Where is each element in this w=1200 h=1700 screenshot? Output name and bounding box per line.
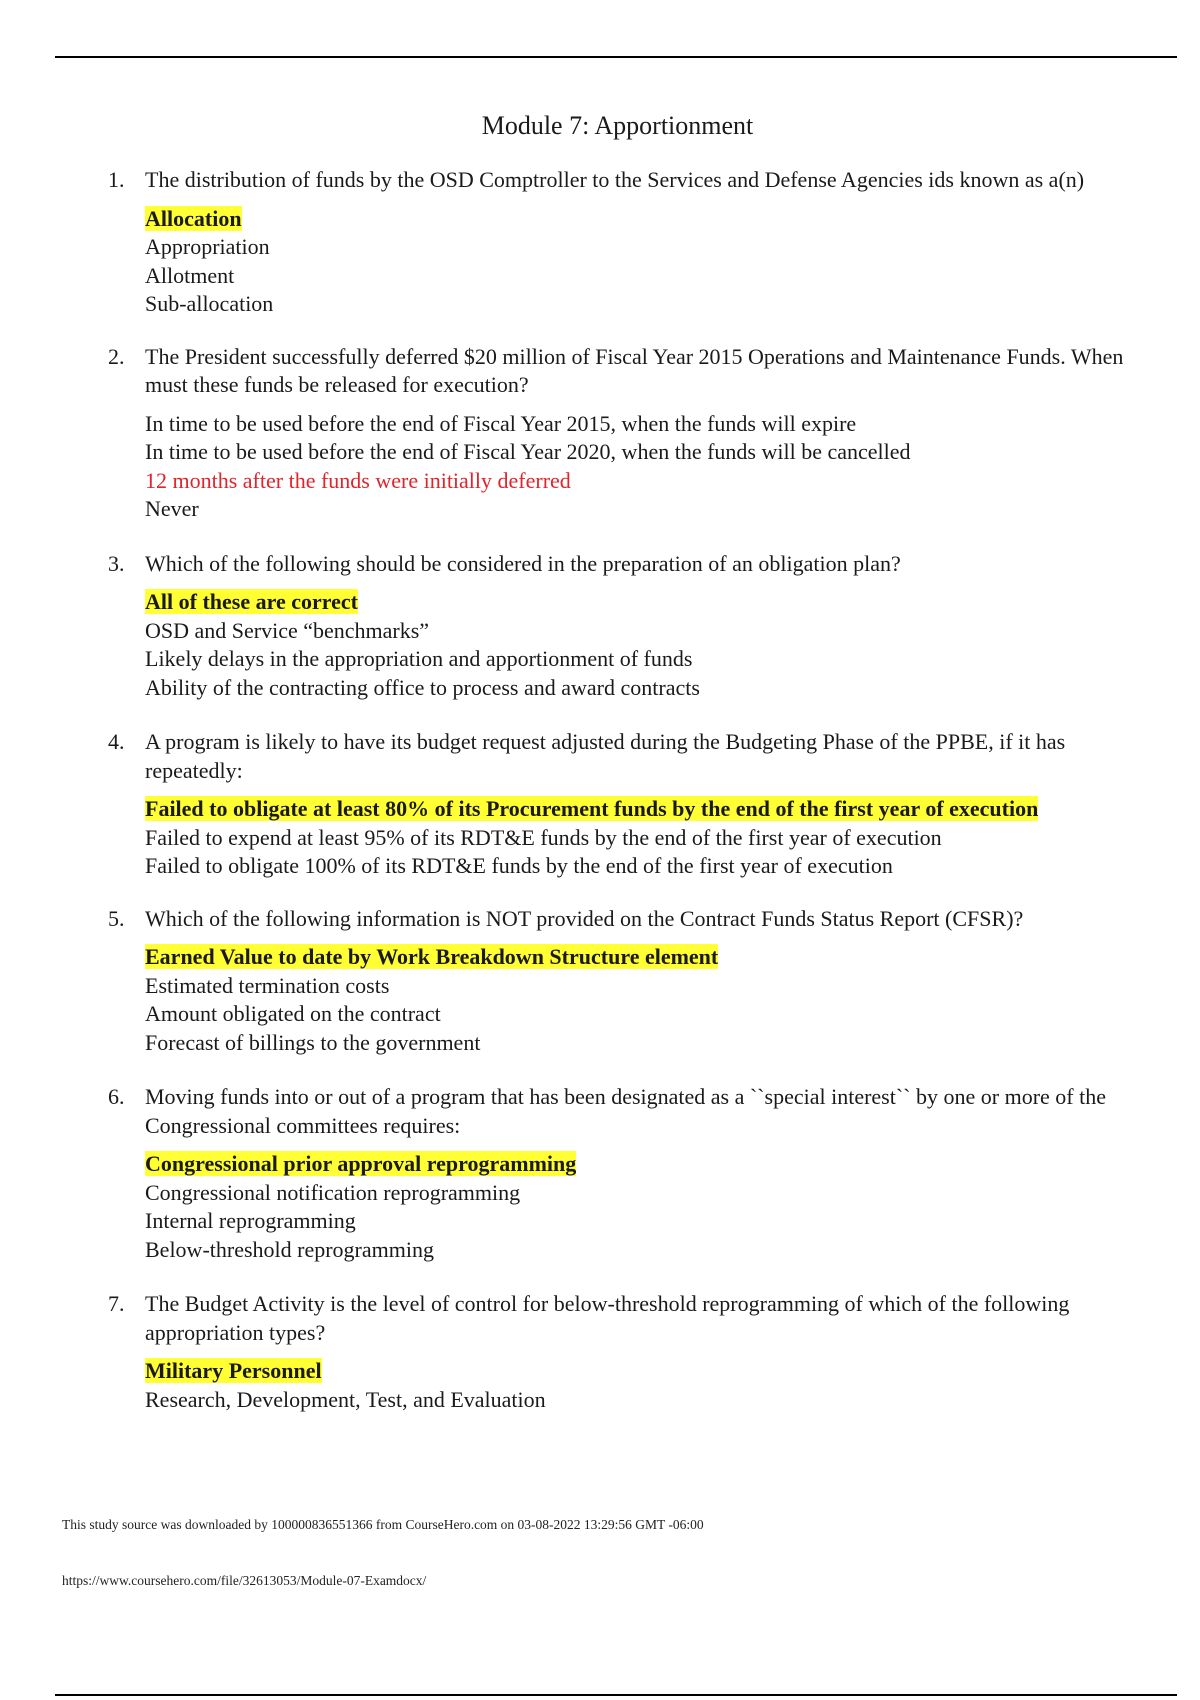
answer-options: [145, 410, 1125, 524]
question-number: 2.: [108, 343, 125, 369]
answer-options: [145, 205, 1125, 319]
answer-option: Failed to obligate 100% of its RDT&E funds by the end of the first year of execution: [145, 853, 893, 878]
answer-option: Amount obligated on the contract: [145, 1001, 441, 1026]
answer-option: Congressional notification reprogramming: [145, 1179, 521, 1205]
bottom-rule: [55, 1694, 1177, 1696]
question-6: [0, 1083, 1200, 1264]
answer-option: Research, Development, Test, and Evaluation: [145, 1386, 546, 1412]
answer-option-correct: All of these are correct: [145, 589, 358, 614]
question-text: The President successfully deferred $20 million of Fiscal Year 2015 Operations and Maintenance Funds. When must these funds be released for execution?: [145, 343, 1124, 397]
question-text: The distribution of funds by the OSD Comptroller to the Services and Defense Agencies ids known as a(n): [145, 167, 1085, 192]
question-number: 5.: [108, 905, 125, 931]
answer-option-correct: Congressional prior approval reprogramming: [145, 1151, 577, 1176]
answer-option: Sub-allocation: [145, 291, 274, 316]
answer-options: [145, 943, 1125, 1057]
answer-option: Internal reprogramming: [145, 1208, 356, 1233]
question-number: 6.: [108, 1084, 125, 1109]
top-rule: [55, 56, 1177, 58]
answer-options: [145, 795, 1125, 881]
answer-option-correct: Allocation: [145, 205, 242, 231]
question-7: [0, 1290, 1200, 1414]
answer-option: In time to be used before the end of Fiscal Year 2020, when the funds will be cancelled: [145, 439, 911, 464]
question-3: [0, 550, 1200, 703]
answer-option: Forecast of billings to the government: [145, 1029, 481, 1055]
answer-option: Likely delays in the appropriation and apportionment of funds: [145, 646, 693, 671]
download-note: This study source was downloaded by 100000836551366 from CourseHero.com on 03-08-2022 13:29:56 GMT -06:00: [62, 1517, 704, 1532]
page-title: Module 7: Apportionment: [481, 111, 754, 140]
question-number: 7.: [108, 1291, 125, 1316]
question-text: Which of the following should be considered in the preparation of an obligation plan?: [145, 550, 901, 576]
answer-option: Ability of the contracting office to process and award contracts: [145, 674, 700, 700]
answer-option-correct: Failed to obligate at least 80% of its Procurement funds by the end of the first year of execution: [145, 796, 1039, 821]
source-url-link[interactable]: https://www.coursehero.com/file/32613053/Module-07-Examdocx/: [62, 1573, 427, 1588]
question-text: A program is likely to have its budget request adjusted during the Budgeting Phase of the PPBE, if it has repeatedly:: [145, 729, 1066, 783]
question-text: The Budget Activity is the level of control for below-threshold reprogramming of which of the following appropriation types?: [145, 1291, 1070, 1345]
answer-option-correct: Earned Value to date by Work Breakdown Structure element: [145, 944, 719, 969]
question-text: Which of the following information is NOT provided on the Contract Funds Status Report (CFSR)?: [145, 905, 1024, 931]
question-text: Moving funds into or out of a program that has been designated as a ``special interest`` by one or more of the Congressional committees requires:: [145, 1084, 1106, 1138]
answer-option: Below-threshold reprogramming: [145, 1236, 434, 1262]
question-1: [0, 166, 1200, 319]
question-number: 4.: [108, 729, 125, 754]
question-list: [0, 166, 1200, 1414]
answer-option: Allotment: [145, 262, 235, 288]
answer-options: [145, 588, 1125, 702]
question-5: [0, 905, 1200, 1058]
question-2: [0, 343, 1200, 524]
question-number: 1.: [108, 167, 125, 192]
question-number: 3.: [108, 550, 125, 576]
answer-option-marked: 12 months after the funds were initially deferred: [145, 467, 571, 493]
answer-options: [145, 1357, 1125, 1414]
answer-option-correct: Military Personnel: [145, 1358, 322, 1383]
answer-option: Appropriation: [145, 234, 270, 259]
answer-option: Estimated termination costs: [145, 972, 390, 998]
answer-option: OSD and Service “benchmarks”: [145, 617, 430, 643]
answer-options: [145, 1150, 1125, 1264]
question-4: [0, 728, 1200, 881]
answer-option: In time to be used before the end of Fiscal Year 2015, when the funds will expire: [145, 410, 857, 436]
answer-option: Failed to expend at least 95% of its RDT&E funds by the end of the first year of execution: [145, 824, 942, 850]
answer-option: Never: [145, 496, 199, 521]
